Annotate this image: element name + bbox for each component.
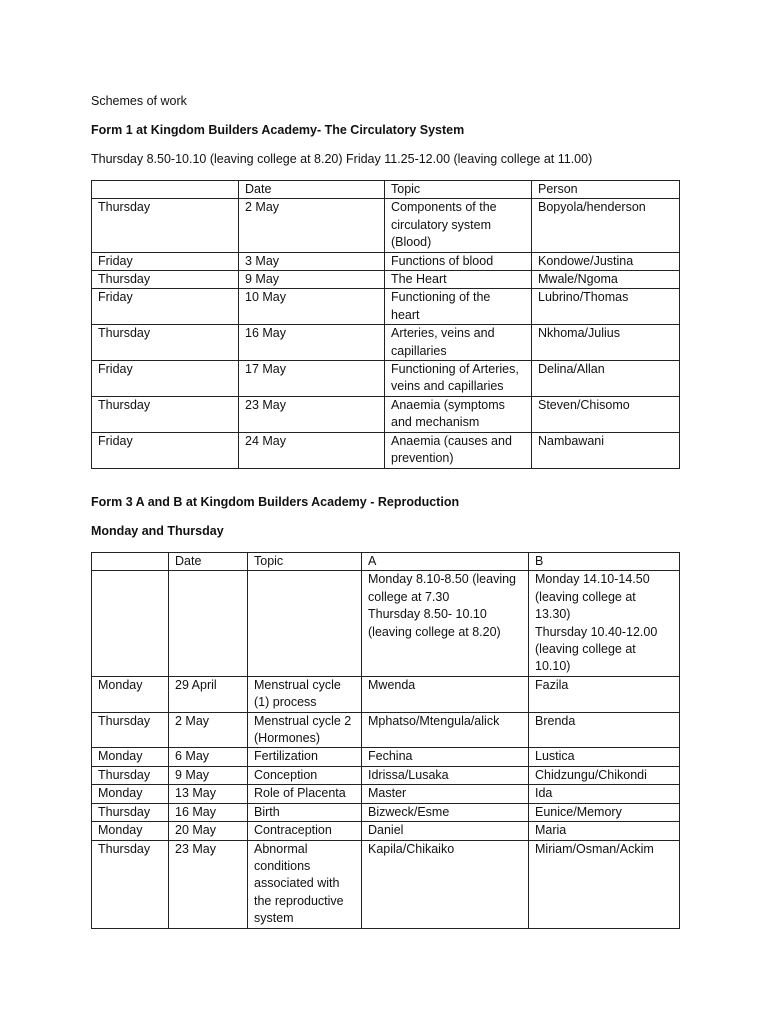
table-cell: Anaemia (causes and prevention) [385,432,532,468]
table-header-cell: Topic [385,181,532,199]
table-cell: Conception [248,766,362,784]
table-cell: Friday [92,361,239,397]
table-cell: 2 May [239,199,385,252]
table-cell: Mwenda [362,676,529,712]
table-cell: Functioning of the heart [385,289,532,325]
table-cell: 9 May [169,766,248,784]
table-cell: Bopyola/henderson [532,199,680,252]
session-times-cell [248,571,362,676]
table-cell: Kondowe/Justina [532,252,680,270]
table-cell: Idrissa/Lusaka [362,766,529,784]
table-row [92,289,680,325]
table-header-cell: Date [169,553,248,571]
table-header-cell: A [362,553,529,571]
table-cell: Abnormal conditions associated with the reproductive system [248,840,362,928]
table-row [92,252,680,270]
table-row [92,748,680,766]
table-cell: 17 May [239,361,385,397]
table-cell: Contraception [248,822,362,840]
form3-schedule-table [91,552,680,929]
table-header-cell: Topic [248,553,362,571]
table-cell: Anaemia (symptoms and mechanism [385,396,532,432]
table-cell: Role of Placenta [248,785,362,803]
table-cell: Friday [92,432,239,468]
table-header-cell: Person [532,181,680,199]
table-cell: Kapila/Chikaiko [362,840,529,928]
table-cell: Mphatso/Mtengula/alick [362,712,529,748]
form1-schedule: Thursday 8.50-10.10 (leaving college at 8.20) Friday 11.25-12.00 (leaving college at 11.00) [91,152,593,166]
table-cell: 3 May [239,252,385,270]
table-row [92,432,680,468]
table-cell: 23 May [169,840,248,928]
table-row [92,766,680,784]
table-cell: Nambawani [532,432,680,468]
table-cell: Chidzungu/Chikondi [529,766,680,784]
table-cell: Functions of blood [385,252,532,270]
form1-title: Form 1 at Kingdom Builders Academy- The Circulatory System [91,123,465,137]
table-cell: Maria [529,822,680,840]
table-cell: 20 May [169,822,248,840]
table-row [92,325,680,361]
table-cell: Monday [92,785,169,803]
table-cell: Ida [529,785,680,803]
session-times-cell [169,571,248,676]
table-cell: Daniel [362,822,529,840]
table-row [92,361,680,397]
table-cell: 9 May [239,271,385,289]
table-header-cell: B [529,553,680,571]
table-row [92,712,680,748]
table-row [92,396,680,432]
table-cell: Friday [92,289,239,325]
table-row [92,803,680,821]
table-cell: Mwale/Ngoma [532,271,680,289]
table-cell: Thursday [92,271,239,289]
table-cell: Master [362,785,529,803]
table-cell: Monday [92,676,169,712]
table-cell: Monday [92,748,169,766]
table-cell: The Heart [385,271,532,289]
table-cell: Components of the circulatory system (Blood) [385,199,532,252]
table-header-cell [92,181,239,199]
form3-title: Form 3 A and B at Kingdom Builders Academy - Reproduction [91,495,460,509]
table-cell: 16 May [239,325,385,361]
table-cell: Nkhoma/Julius [532,325,680,361]
table-cell: 24 May [239,432,385,468]
table-cell: Steven/Chisomo [532,396,680,432]
table-cell: Thursday [92,199,239,252]
table-cell: Bizweck/Esme [362,803,529,821]
table-cell: Menstrual cycle 2 (Hormones) [248,712,362,748]
table-cell: Delina/Allan [532,361,680,397]
table-cell: 13 May [169,785,248,803]
table-row [92,840,680,928]
table-cell: Thursday [92,396,239,432]
session-times-cell: Monday 14.10-14.50 (leaving college at 13.30) Thursday 10.40-12.00 (leaving college at 10.10) [529,571,680,676]
table-row [92,271,680,289]
table-cell: Functioning of Arteries, veins and capillaries [385,361,532,397]
table-cell: Fertilization [248,748,362,766]
table-cell: Thursday [92,803,169,821]
table-cell: Miriam/Osman/Ackim [529,840,680,928]
table-cell: Brenda [529,712,680,748]
table-header-cell: Date [239,181,385,199]
table-cell: 10 May [239,289,385,325]
table-cell: Lubrino/Thomas [532,289,680,325]
table-row [92,785,680,803]
table-row [92,676,680,712]
table-cell: Friday [92,252,239,270]
table-cell: Thursday [92,766,169,784]
table-cell: Arteries, veins and capillaries [385,325,532,361]
table-row [92,822,680,840]
session-times-cell: Monday 8.10-8.50 (leaving college at 7.30 Thursday 8.50- 10.10 (leaving college at 8.20) [362,571,529,676]
table-cell: Thursday [92,712,169,748]
table-header-row [92,181,680,199]
form1-schedule-table [91,180,680,469]
table-cell: 23 May [239,396,385,432]
table-cell: Eunice/Memory [529,803,680,821]
table-cell: Fazila [529,676,680,712]
table-cell: Menstrual cycle (1) process [248,676,362,712]
table-cell: 2 May [169,712,248,748]
table-cell: Fechina [362,748,529,766]
table-cell: Lustica [529,748,680,766]
form3-subtitle: Monday and Thursday [91,524,224,538]
table-cell: 16 May [169,803,248,821]
table-cell: Birth [248,803,362,821]
table-header-row [92,553,680,571]
document-heading: Schemes of work [91,94,187,108]
table-cell: 6 May [169,748,248,766]
table-cell: 29 April [169,676,248,712]
session-times-cell [92,571,169,676]
table-cell: Monday [92,822,169,840]
table-header-cell [92,553,169,571]
table-cell: Thursday [92,325,239,361]
table-cell: Thursday [92,840,169,928]
session-times-row [92,571,680,676]
table-row [92,199,680,252]
